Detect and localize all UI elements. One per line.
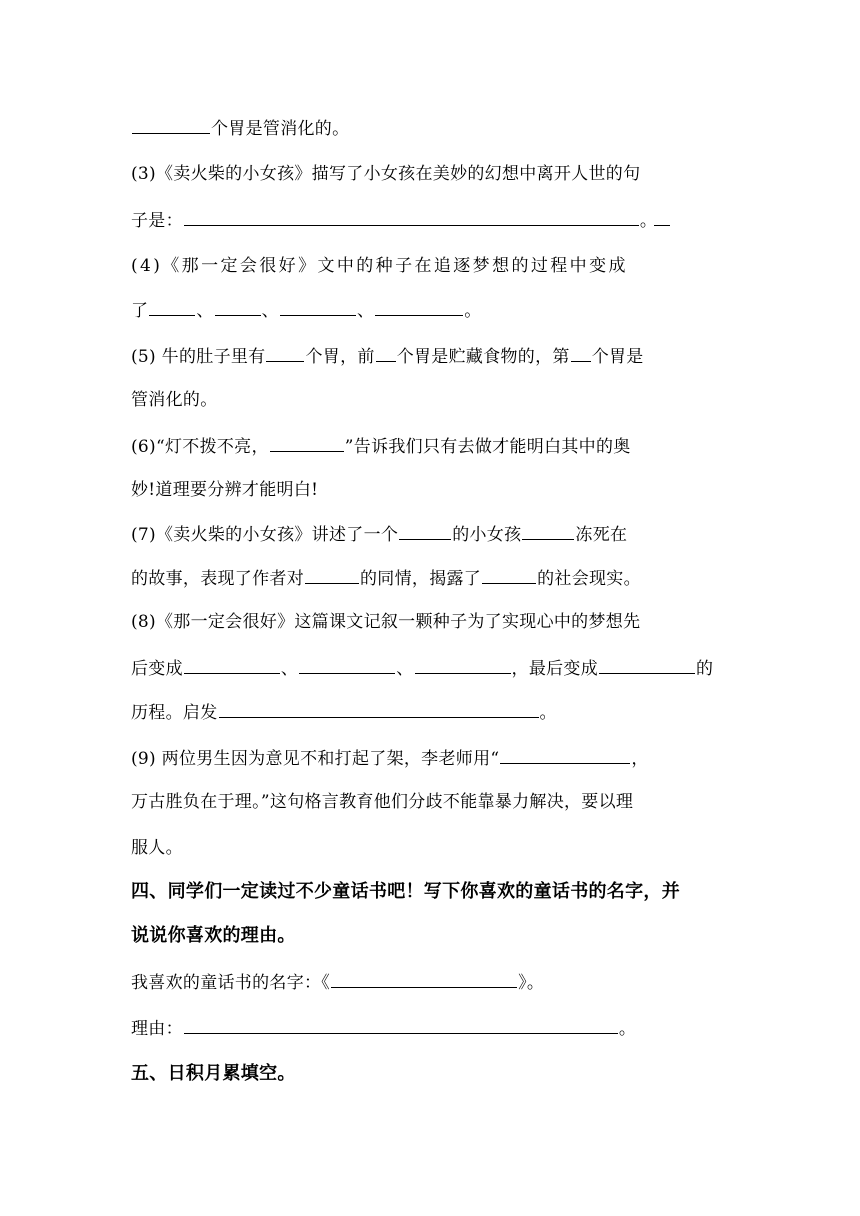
blank[interactable] [132, 113, 210, 134]
reason-line: 理由： 。 [131, 1013, 731, 1043]
q8-line2: 后变成 、 、 ，最后变成 的 [131, 653, 731, 683]
blank[interactable] [482, 563, 536, 584]
q6-line2: 妙!道理要分辨才能明白! [131, 480, 319, 500]
blank[interactable] [266, 341, 304, 362]
q5-line1: (5) 牛的肚子里有 个胃，前 个胃是贮藏食物的，第 个胃是 [131, 341, 731, 371]
blank [654, 205, 670, 226]
section4-heading-line2: 说说你喜欢的理由。 [131, 925, 296, 946]
blank[interactable] [184, 205, 639, 226]
blank[interactable] [219, 697, 539, 718]
q2-continuation: 个胃是管消化的。 [131, 113, 731, 143]
q4-line1: (4)《那一定会很好》文中的种子在追逐梦想的过程中变成 [131, 256, 628, 276]
blank[interactable] [415, 653, 511, 674]
q3-line1: (3)《卖火柴的小女孩》描写了小女孩在美妙的幻想中离开人世的句 [131, 164, 641, 184]
q3-line2: 子是： 。 [131, 205, 731, 235]
blank[interactable] [522, 519, 574, 540]
book-name-blank[interactable] [331, 967, 517, 988]
q8-line1: (8)《那一定会很好》这篇课文记叙一颗种子为了实现心中的梦想先 [131, 612, 641, 632]
q9-line3: 服人。 [131, 838, 183, 858]
q7-line1: (7)《卖火柴的小女孩》讲述了一个 的小女孩 冻死在 [131, 519, 731, 549]
q6-line1: (6)“灯不拨不亮， ”告诉我们只有去做才能明白其中的奥 [131, 431, 731, 461]
section4-heading-line1: 四、同学们一定读过不少童话书吧！写下你喜欢的童话书的名字，并 [131, 881, 680, 902]
blank[interactable] [299, 653, 395, 674]
blank[interactable] [500, 743, 630, 764]
blank[interactable] [599, 653, 695, 674]
blank[interactable] [280, 295, 356, 316]
q7-line2: 的故事，表现了作者对 的同情，揭露了 的社会现实。 [131, 563, 731, 593]
favorite-book-line: 我喜欢的童话书的名字：《 》。 [131, 967, 731, 997]
blank[interactable] [184, 653, 280, 674]
q9-line1: (9) 两位男生因为意见不和打起了架，李老师用“ ， [131, 743, 731, 773]
section5-heading: 五、日积月累填空。 [131, 1063, 296, 1084]
blank[interactable] [270, 431, 344, 452]
blank[interactable] [571, 341, 591, 362]
blank[interactable] [305, 563, 359, 584]
q9-line2: 万古胜负在于理。”这句格言教育他们分歧不能靠暴力解决，要以理 [131, 792, 634, 812]
q4-line2: 了 、 、 、 。 [131, 295, 731, 325]
q8-line3: 历程。启发 。 [131, 697, 731, 727]
q5-line2: 管消化的。 [131, 390, 218, 410]
reason-blank[interactable] [184, 1013, 618, 1034]
blank[interactable] [375, 295, 463, 316]
blank[interactable] [149, 295, 195, 316]
blank[interactable] [376, 341, 396, 362]
blank[interactable] [215, 295, 261, 316]
blank[interactable] [399, 519, 451, 540]
